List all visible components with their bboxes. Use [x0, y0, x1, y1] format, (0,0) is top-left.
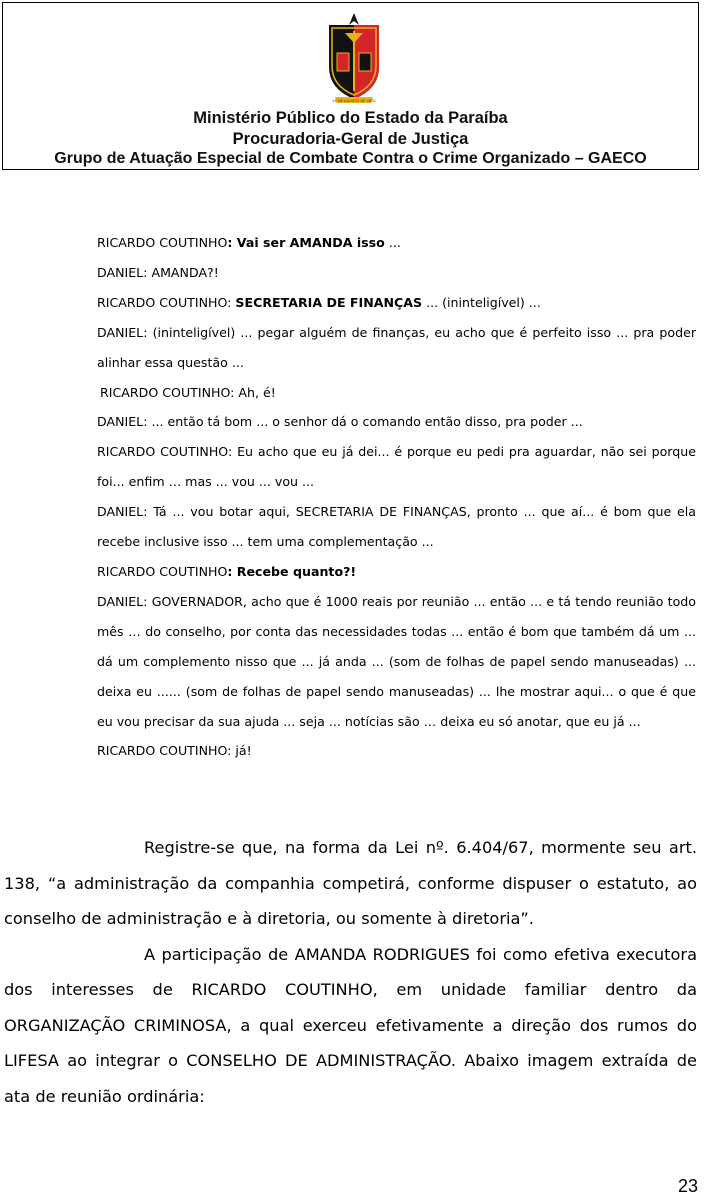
transcript-line: RICARDO COUTINHO: Eu acho que eu já dei... é porque eu pedi pra aguardar, não sei porque foi... enfim … mas ... vou ... vou ...: [97, 444, 696, 490]
transcript-line: DANIEL: Tá ... vou botar aqui, SECRETARIA DE FINANÇAS, pronto ... que aí... é bom que ela recebe inclusive isso ... tem uma complementação ...: [97, 504, 696, 550]
paragraph-participation: A participação de AMANDA RODRIGUES foi como efetiva executora dos interesses de RICARDO COUTINHO, em unidade familiar dentro da ORGANIZAÇÃO CRIMINOSA, a qual exerceu efetivamente a direção dos rumos do LIFESA ao integrar o CONSELHO DE ADMINISTRAÇÃO. Abaixo imagem extraída de ata de reunião ordinária:: [4, 944, 697, 1106]
transcript-line: RICARDO COUTINHO: Recebe quanto?!: [97, 563, 357, 579]
document-header: [2, 2, 699, 170]
header-line-2: Procuradoria-Geral de Justiça: [232, 130, 469, 148]
seal-motto: 16 DE AGOSTO DE 1892: [332, 99, 376, 103]
transcript-line: RICARDO COUTINHO: Vai ser AMANDA isso ...: [97, 235, 401, 250]
transcript-line: DANIEL: (ininteligível) ... pegar alguém de finanças, eu acho que é perfeito isso ... pra poder alinhar essa questão ...: [97, 324, 696, 370]
transcript-line: DANIEL: GOVERNADOR, acho que é 1000 reais por reunião ... então ... e tá tendo reunião todo mês … do conselho, por conta das necessidades todas ... então é bom que também dá um ... dá um complemento nisso que ... já anda ... (som de folhas de papel sendo manuseadas) ... deixa eu ...... (som de folhas de papel sendo manuseadas) ... lhe mostrar aqui... o que é que eu vou precisar da sua ajuda ... seja ... notícias são … deixa eu só anotar, que eu já ...: [97, 593, 696, 729]
transcript-line: RICARDO COUTINHO: Ah, é!: [100, 384, 276, 400]
transcript-line: DANIEL: AMANDA?!: [97, 264, 219, 280]
transcript-line: DANIEL: ... então tá bom ... o senhor dá o comando então disso, pra poder ...: [97, 414, 583, 430]
paragraph-legal-note: Registre-se que, na forma da Lei nº. 6.404/67, mormente seu art. 138, “a administração da companhia competirá, conforme dispuser o estatuto, ao conselho de administração e à diretoria, ou somente à diretoria”.: [4, 838, 697, 928]
dialogue-transcript: [97, 228, 696, 766]
page-number: 23: [677, 1176, 698, 1196]
transcript-line: RICARDO COUTINHO: SECRETARIA DE FINANÇAS ... (ininteligível) ...: [97, 294, 541, 310]
transcript-line: RICARDO COUTINHO: já!: [97, 743, 252, 759]
mppb-seal-logo: [323, 11, 385, 107]
header-line-1: Ministério Público do Estado da Paraíba: [193, 109, 508, 127]
header-line-3: Grupo de Atuação Especial de Combate Contra o Crime Organizado – GAECO: [54, 150, 647, 167]
body-text: [4, 830, 697, 1114]
